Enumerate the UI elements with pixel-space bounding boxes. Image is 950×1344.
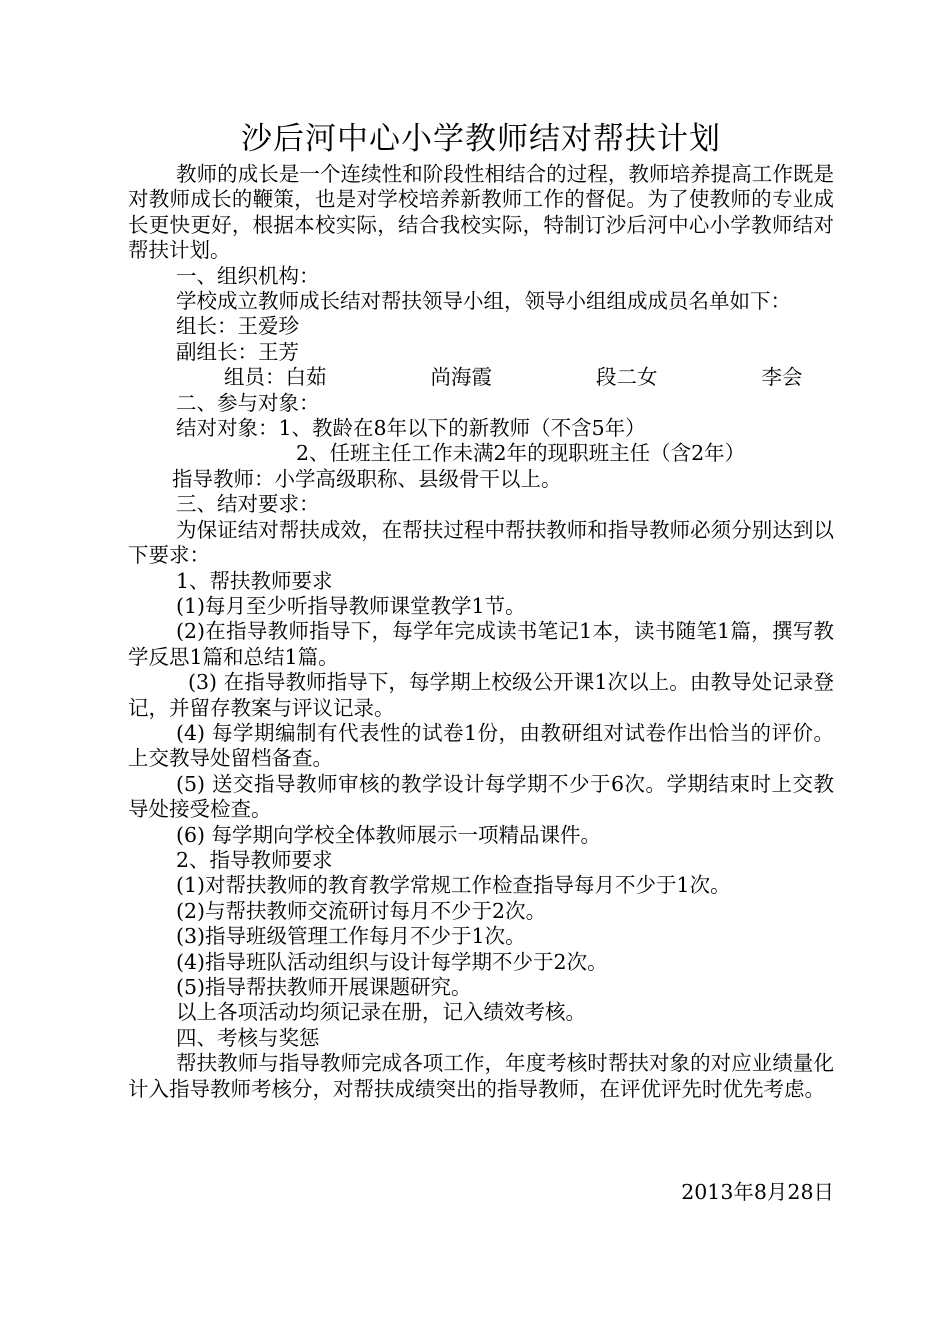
requirement-item: (5) 送交指导教师审核的教学设计每学期不少于6次。学期结束时上交教导处接受检查。 — [128, 771, 834, 822]
document-title: 沙后河中心小学教师结对帮扶计划 — [241, 121, 721, 157]
section-4-heading: 四、考核与奖惩 — [176, 1025, 320, 1050]
requirement-item: (2)在指导教师指导下，每学年完成读书笔记1本，读书随笔1篇，撰写教学反思1篇和总结1篇。 — [128, 619, 834, 669]
mentor-requirement-item: (5)指导帮扶教师开展课题研究。 — [176, 975, 472, 999]
group-leader: 组长：王爱珍 — [176, 314, 299, 339]
mentor-requirement-item: (3)指导班级管理工作每月不少于1次。 — [176, 924, 526, 949]
document-date: 2013年8月28日 — [681, 1180, 834, 1204]
mentor-requirement-item: (4)指导班队活动组织与设计每学期不少于2次。 — [176, 949, 608, 974]
record-note: 以上各项活动均须记录在册，记入绩效考核。 — [176, 1000, 586, 1025]
section-1-heading: 一、组织机构： — [176, 263, 320, 288]
section-3-heading: 三、结对要求： — [176, 492, 320, 517]
requirement-item: (3) 在指导教师指导下，每学期上校级公开课1次以上。由教导处记录登记，并留存教案与评议记录。 — [128, 670, 834, 720]
section-1-text: 学校成立教师成长结对帮扶领导小组，领导小组组成成员名单如下： — [176, 289, 791, 314]
member-label: 组员：白茹 — [224, 365, 327, 390]
member-name: 段二女 — [596, 365, 658, 390]
member-name: 尚海霞 — [430, 365, 492, 390]
member-name: 李会 — [761, 365, 803, 390]
section-3-text: 为保证结对帮扶成效，在帮扶过程中帮扶教师和指导教师必须分别达到以下要求： — [128, 517, 834, 568]
mentor-criteria: 指导教师：小学高级职称、县级骨干以上。 — [172, 466, 562, 491]
target-2: 2、任班主任工作未满2年的现职班主任（含2年） — [296, 441, 746, 466]
sub-heading-1: 1、帮扶教师要求 — [176, 568, 333, 593]
section-2-heading: 二、参与对象： — [176, 390, 320, 415]
mentor-requirement-item: (1)对帮扶教师的教育教学常规工作检查指导每月不少于1次。 — [176, 873, 731, 898]
intro-paragraph: 教师的成长是一个连续性和阶段性相结合的过程，教师培养提高工作既是对教师成长的鞭策，也是对学校培养新教师工作的督促。为了使教师的专业成长更快更好，根据本校实际，结合我校实际，特制订沙后河中心小学教师结对帮扶计划。 — [128, 162, 834, 263]
mentor-requirement-item: (2)与帮扶教师交流研讨每月不少于2次。 — [176, 898, 547, 923]
target-1: 结对对象：1、教龄在8年以下的新教师（不含5年） — [176, 416, 646, 441]
requirement-item: (6) 每学期向学校全体教师展示一项精品课件。 — [176, 822, 602, 847]
group-deputy: 副组长：王芳 — [176, 339, 299, 364]
section-4-text: 帮扶教师与指导教师完成各项工作，年度考核时帮扶对象的对应业绩量化计入指导教师考核分，对帮扶成绩突出的指导教师，在评优评先时优先考虑。 — [128, 1051, 834, 1101]
document-page — [128, 118, 834, 1204]
requirement-item: (4) 每学期编制有代表性的试卷1份，由教研组对试卷作出恰当的评价。上交教导处留档备查。 — [128, 720, 834, 771]
group-members — [128, 365, 834, 390]
requirement-item: (1)每月至少听指导教师课堂教学1节。 — [176, 593, 526, 618]
sub-heading-2: 2、指导教师要求 — [176, 847, 333, 872]
